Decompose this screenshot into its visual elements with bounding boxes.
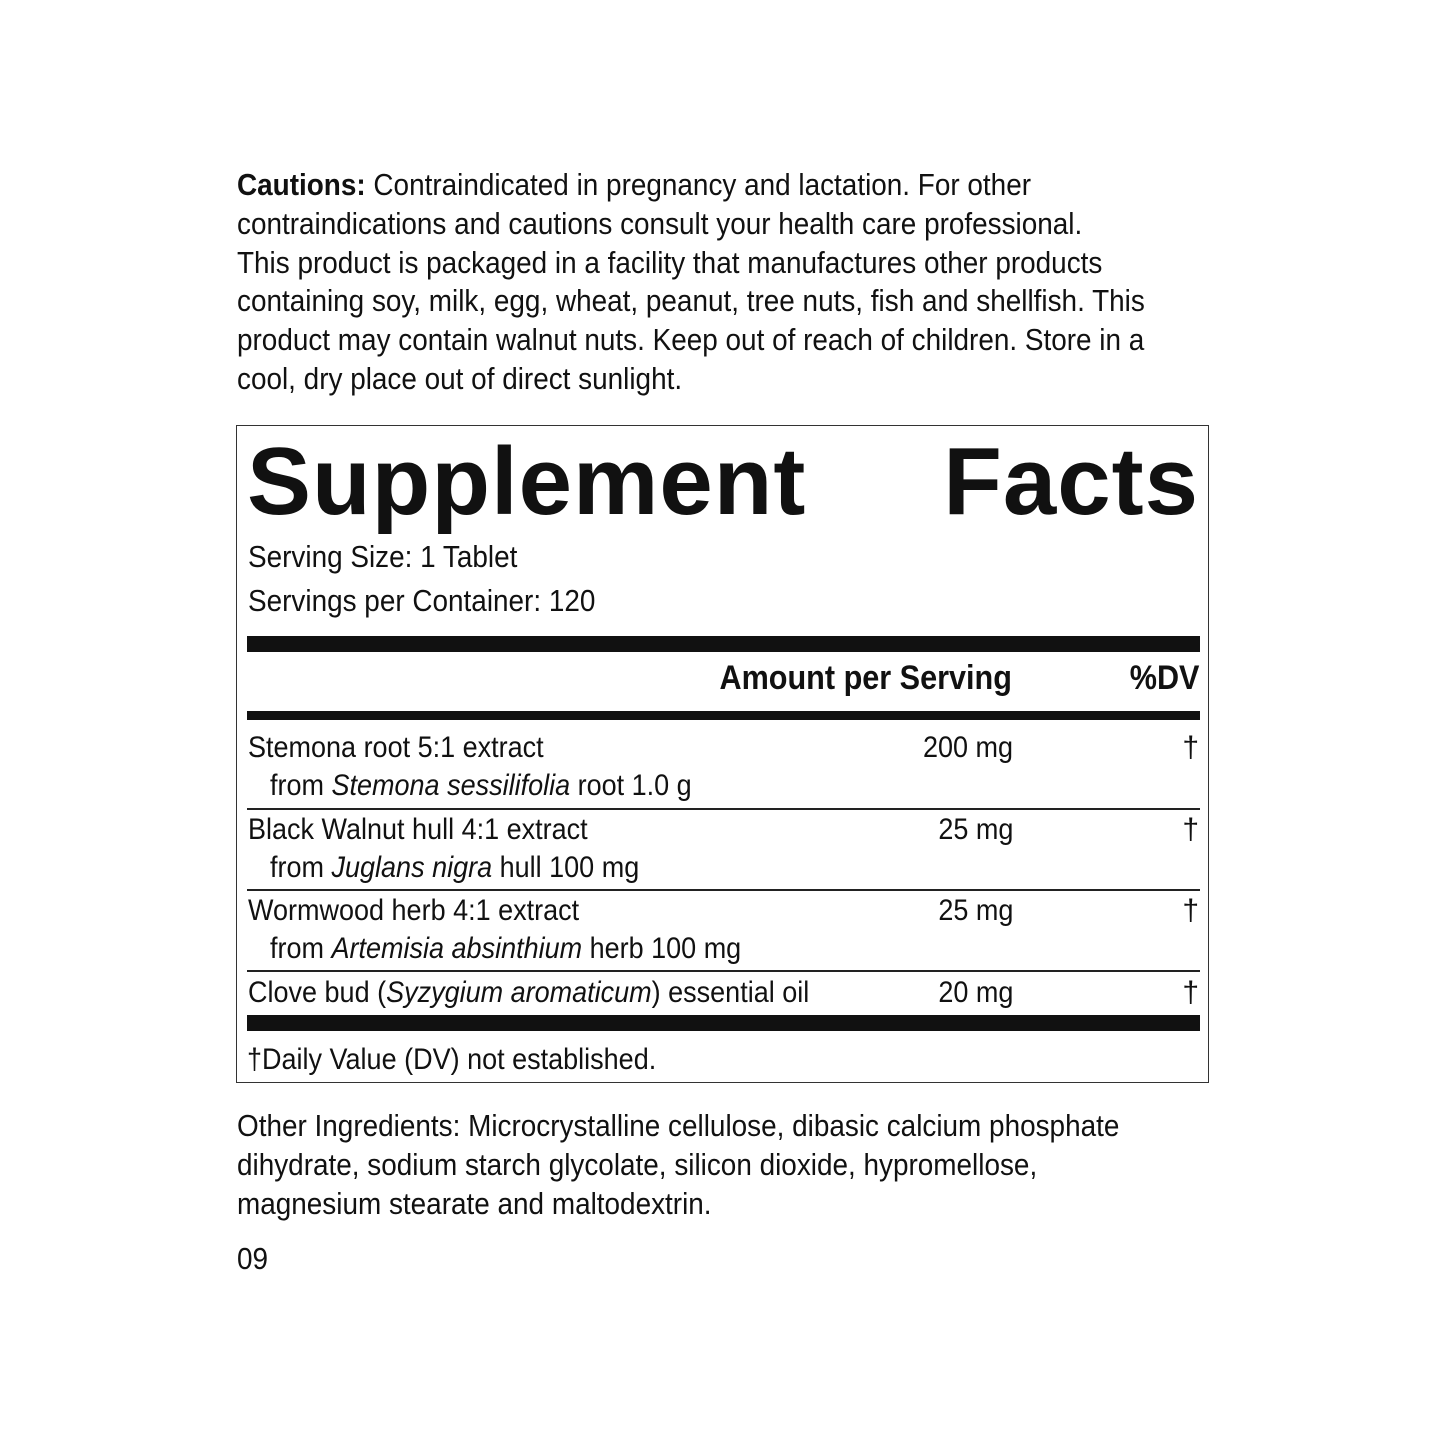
- ingredient-name: Black Walnut hull 4:1 extract: [248, 813, 588, 846]
- ingredient-dv: †: [1182, 813, 1199, 846]
- dv-footnote: †Daily Value (DV) not established.: [247, 1043, 657, 1076]
- ingredient-amount: 20 mg: [937, 976, 1013, 1009]
- header-amount-per-serving: Amount per Serving: [719, 659, 1012, 697]
- cautions-line: Cautions: Contraindicated in pregnancy and lactation. For other: [237, 167, 1032, 202]
- thick-divider: [247, 1015, 1200, 1031]
- ingredient-dv: †: [1182, 894, 1199, 927]
- cautions-line: product may contain walnut nuts. Keep out of reach of children. Store in a: [237, 322, 1145, 358]
- ingredient-name: Clove bud (Syzygium aromaticum) essential oil: [248, 976, 810, 1009]
- row-divider: [247, 970, 1200, 972]
- table-row: [247, 730, 1200, 806]
- ingredient-source: from Stemona sessilifolia root 1.0 g: [270, 769, 692, 802]
- cautions-label: Cautions:: [237, 167, 366, 202]
- cautions-paragraph: [237, 166, 1209, 399]
- ingredient-dv: †: [1182, 731, 1199, 764]
- ingredient-amount: 25 mg: [937, 813, 1013, 846]
- page-number: 09: [237, 1241, 269, 1276]
- row-divider: [247, 889, 1200, 891]
- other-ingredients-line: Other Ingredients: Microcrystalline cellulose, dibasic calcium phosphate: [237, 1108, 1120, 1143]
- row-divider: [247, 808, 1200, 810]
- supplement-facts-title: [247, 428, 1199, 535]
- medium-divider: [247, 711, 1200, 720]
- serving-size: Serving Size: 1 Tablet: [248, 539, 518, 574]
- header-percent-dv: %DV: [1129, 659, 1199, 697]
- ingredient-name: Stemona root 5:1 extract: [248, 731, 544, 764]
- ingredient-name: Wormwood herb 4:1 extract: [248, 894, 580, 927]
- title-word-supplement: Supplement: [247, 428, 807, 535]
- other-ingredients-line: magnesium stearate and maltodextrin.: [237, 1185, 712, 1221]
- table-row: [247, 975, 1200, 1013]
- ingredient-source: from Juglans nigra hull 100 mg: [270, 851, 640, 884]
- thick-divider: [247, 636, 1200, 652]
- ingredient-dv: †: [1182, 976, 1199, 1009]
- title-word-facts: Facts: [943, 428, 1199, 535]
- cautions-line: contraindications and cautions consult your health care professional.: [237, 205, 1083, 241]
- cautions-line: cool, dry place out of direct sunlight.: [237, 360, 683, 396]
- supplement-facts-panel: [236, 425, 1209, 1083]
- cautions-line: containing soy, milk, egg, wheat, peanut, tree nuts, fish and shellfish. This: [237, 283, 1145, 319]
- table-row: [247, 893, 1200, 969]
- servings-per-container: Servings per Container: 120: [248, 583, 596, 618]
- other-ingredients-paragraph: [237, 1107, 1119, 1223]
- other-ingredients-line: dihydrate, sodium starch glycolate, silicon dioxide, hypromellose,: [237, 1146, 1038, 1182]
- table-row: [247, 812, 1200, 888]
- cautions-line: This product is packaged in a facility that manufactures other products: [237, 244, 1103, 280]
- ingredient-amount: 200 mg: [922, 731, 1013, 764]
- ingredient-source: from Artemisia absinthium herb 100 mg: [270, 932, 742, 965]
- ingredient-amount: 25 mg: [937, 894, 1013, 927]
